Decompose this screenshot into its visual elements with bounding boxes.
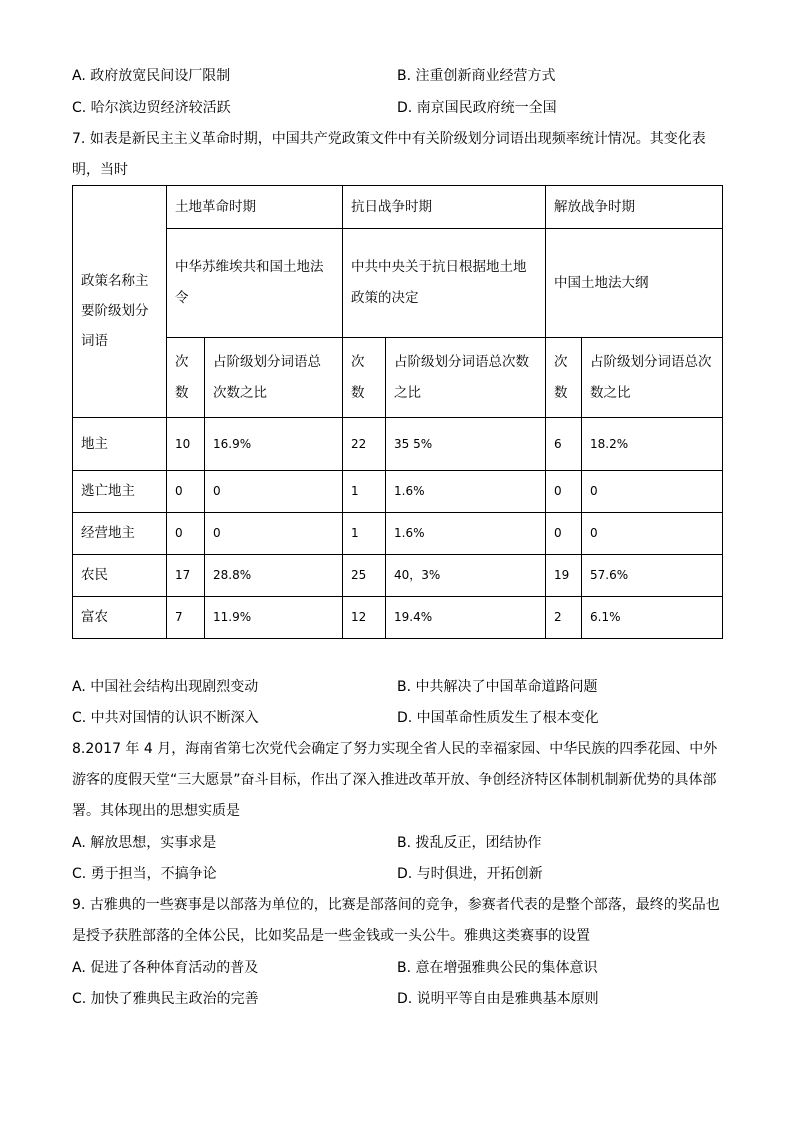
policy-name: 中共中央关于抗日根据地土地政策的决定 <box>343 229 546 338</box>
q8-option-d: D. 与时俱进，开拓创新 <box>397 866 543 882</box>
q9-stem: 9. 古雅典的一些赛事是以部落为单位的，比赛是部落间的竞争，参赛者代表的是整个部落，最终的奖品也是授予获胜部落的全体公民，比如奖品是一些金钱或一头公牛。雅典这类赛事的设置 <box>72 897 720 944</box>
table-cell: 40，3% <box>386 555 546 597</box>
table-cell: 6.1% <box>582 597 723 639</box>
table-cell: 22 <box>343 418 386 471</box>
col-ratio-header: 占阶级划分词语总次数之比 <box>205 338 343 418</box>
table-cell: 0 <box>582 513 723 555</box>
col-count-header: 次数 <box>546 338 582 418</box>
table-cell: 0 <box>546 513 582 555</box>
row-label: 逃亡地主 <box>73 471 167 513</box>
row-label: 富农 <box>73 597 167 639</box>
table-cell: 0 <box>167 471 205 513</box>
q7-option-a: A. 中国社会结构出现剧烈变动 <box>72 679 259 695</box>
table-cell: 19 <box>546 555 582 597</box>
q6-option-a: A. 政府放宽民间设厂限制 <box>72 68 231 84</box>
row-header-text: 政策名称主要阶级划分词语 <box>81 272 149 349</box>
table-cell: 10 <box>167 418 205 471</box>
q8-stem: 8.2017 年 4 月，海南省第七次党代会确定了努力实现全省人民的幸福家园、中华民族的四季花园、中外游客的度假天堂“三大愿景”奋斗目标，作出了深入推进改革开放、争创经济特区体制机制新优势的具体部署。其体现出的思想实质是 <box>72 741 718 819</box>
q7-option-b: B. 中共解决了中国革命道路问题 <box>397 679 598 695</box>
class-term-table <box>72 185 723 639</box>
table-cell: 28.8% <box>205 555 343 597</box>
col-count-header: 次数 <box>167 338 205 418</box>
row-header-cell <box>73 186 167 418</box>
period-header: 抗日战争时期 <box>343 186 546 229</box>
col-count-header: 次数 <box>343 338 386 418</box>
table-cell: 0 <box>546 471 582 513</box>
table-cell: 1.6% <box>386 513 546 555</box>
table-cell: 19.4% <box>386 597 546 639</box>
row-label: 地主 <box>73 418 167 471</box>
table-cell: 1 <box>343 513 386 555</box>
table-cell: 18.2% <box>582 418 723 471</box>
table-cell: 0 <box>205 471 343 513</box>
table-cell: 57.6% <box>582 555 723 597</box>
table-cell: 1.6% <box>386 471 546 513</box>
table-cell: 1 <box>343 471 386 513</box>
table-cell: 17 <box>167 555 205 597</box>
q8-option-c: C. 勇于担当，不搞争论 <box>72 866 217 882</box>
q8-option-b: B. 拨乱反正，团结协作 <box>397 835 542 851</box>
q6-option-b: B. 注重创新商业经营方式 <box>397 68 556 84</box>
period-header: 土地革命时期 <box>167 186 343 229</box>
q9-option-a: A. 促进了各种体育活动的普及 <box>72 960 259 976</box>
period-header: 解放战争时期 <box>546 186 723 229</box>
table-cell: 35 5% <box>386 418 546 471</box>
q7-option-d: D. 中国革命性质发生了根本变化 <box>397 710 599 726</box>
policy-name: 中国土地法大纲 <box>546 229 723 338</box>
q9-option-b: B. 意在增强雅典公民的集体意识 <box>397 960 598 976</box>
table-cell: 6 <box>546 418 582 471</box>
table-row <box>73 555 723 597</box>
table-row <box>73 597 723 639</box>
table-cell: 25 <box>343 555 386 597</box>
table-cell: 0 <box>582 471 723 513</box>
policy-name: 中华苏维埃共和国土地法令 <box>167 229 343 338</box>
q9-option-c: C. 加快了雅典民主政治的完善 <box>72 991 259 1007</box>
table-row <box>73 471 723 513</box>
q7-option-c: C. 中共对国情的认识不断深入 <box>72 710 259 726</box>
q8-option-a: A. 解放思想，实事求是 <box>72 835 217 851</box>
q7-stem: 7. 如表是新民主主义革命时期，中国共产党政策文件中有关阶级划分词语出现频率统计情况。其变化表明，当时 <box>72 131 706 178</box>
row-label: 农民 <box>73 555 167 597</box>
col-ratio-header: 占阶级划分词语总次数之比 <box>386 338 546 418</box>
table-cell: 0 <box>167 513 205 555</box>
table-cell: 12 <box>343 597 386 639</box>
table-cell: 16.9% <box>205 418 343 471</box>
q6-option-d: D. 南京国民政府统一全国 <box>397 100 557 116</box>
q6-option-c: C. 哈尔滨边贸经济较活跃 <box>72 100 231 116</box>
table-row <box>73 513 723 555</box>
table-cell: 2 <box>546 597 582 639</box>
table-cell: 0 <box>205 513 343 555</box>
table-cell: 11.9% <box>205 597 343 639</box>
table-row <box>73 418 723 471</box>
col-ratio-header: 占阶级划分词语总次数之比 <box>582 338 723 418</box>
q9-option-d: D. 说明平等自由是雅典基本原则 <box>397 991 599 1007</box>
row-label: 经营地主 <box>73 513 167 555</box>
table-cell: 7 <box>167 597 205 639</box>
